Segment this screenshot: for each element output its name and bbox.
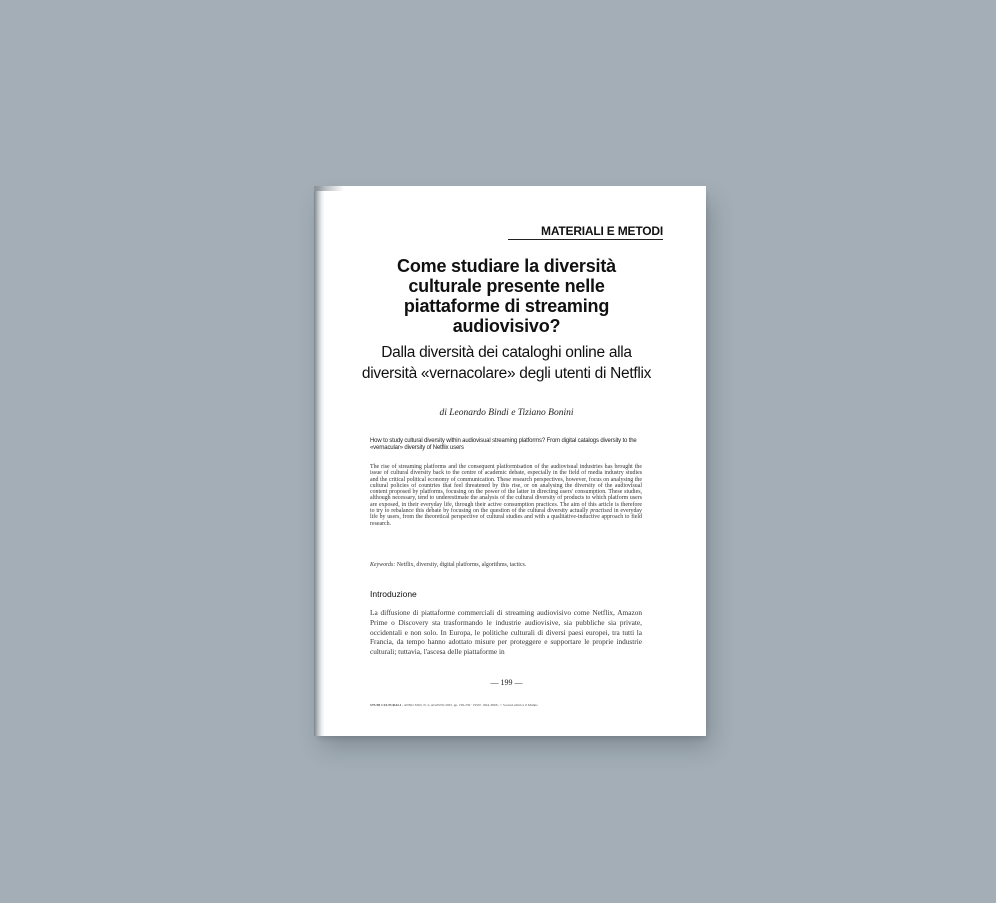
section-label: MATERIALI E METODI [508,224,663,240]
footer-journal: STUDI CULTURALI [370,703,402,707]
english-title: How to study cultural diversity within audiovisual streaming platforms? From digital catalogs diversity to the «vernacular» diversity of Netflix users [370,438,637,451]
abstract [370,464,642,527]
section-heading: Introduzione [370,589,417,599]
intro-paragraph: La diffusione di piattaforme commerciali di streaming audiovisivo come Netflix, Amazon Prime o Discovery sta trasformando le industrie audiovisive, sia pubbliche sia private, occidentali e non solo. In Europa, le politiche culturali di diversi paesi europei, tra tutti la Francia, da tempo hanno adottato misure per proteggere e supportare le proprie industrie culturali; tuttavia, l'ascesa delle piattaforme in [370,608,642,657]
journal-page [314,186,706,736]
page-binding [314,186,325,736]
footer-details: - ANNO XXII, N. 2, AGOSTO 2025, pp. 199-230 · ISSN: 1824-369X, © Società editrice il Mulino [401,703,538,707]
article-title: Come studiare la diversità culturale presente nelle piattaforme di streaming audiovisivo? [397,256,616,336]
keywords [370,562,642,569]
abstract-text-end: in everyday life by users, from the theoretical perspective of cultural studies and with a qualitative-inductive approach to field research. [370,508,642,527]
article-subtitle: Dalla diversità dei cataloghi online alla diversità «vernacolare» degli utenti di Netflix [361,344,652,382]
abstract-emphasis: practised [590,508,613,515]
page-top-edge [314,186,344,191]
page-number: — 199 — [490,678,523,687]
keywords-label: Keywords: [370,562,396,568]
article-authors: di Leonardo Bindi e Tiziano Bonini [439,408,574,418]
keywords-text: Netflix, diversity, digital platforms, algorithms, tactics. [395,562,527,568]
page-footer [370,703,642,707]
abstract-text-start: The rise of streaming platforms and the consequent platformisation of the audiovisual industries has brought the issue of cultural diversity back to the centre of academic debate, especially in the field of media industry studies and the critical political economy of communication. These research perspectives, however, focus on analysing the cultural policies of countries that feel threatened by this rise, or on analysing the diversity of the audiovisual content proposed by platforms, focusing on the power of the latter in directing users' consumption. These studies, although necessary, tend to underestimate the analysis of the cultural diversity of products to which platform users are exposed, in their everyday life, through their active consumption practices. The aim of this article is therefore to try to rebalance this debate by focusing on the question of the cultural diversity actually [370,464,642,515]
